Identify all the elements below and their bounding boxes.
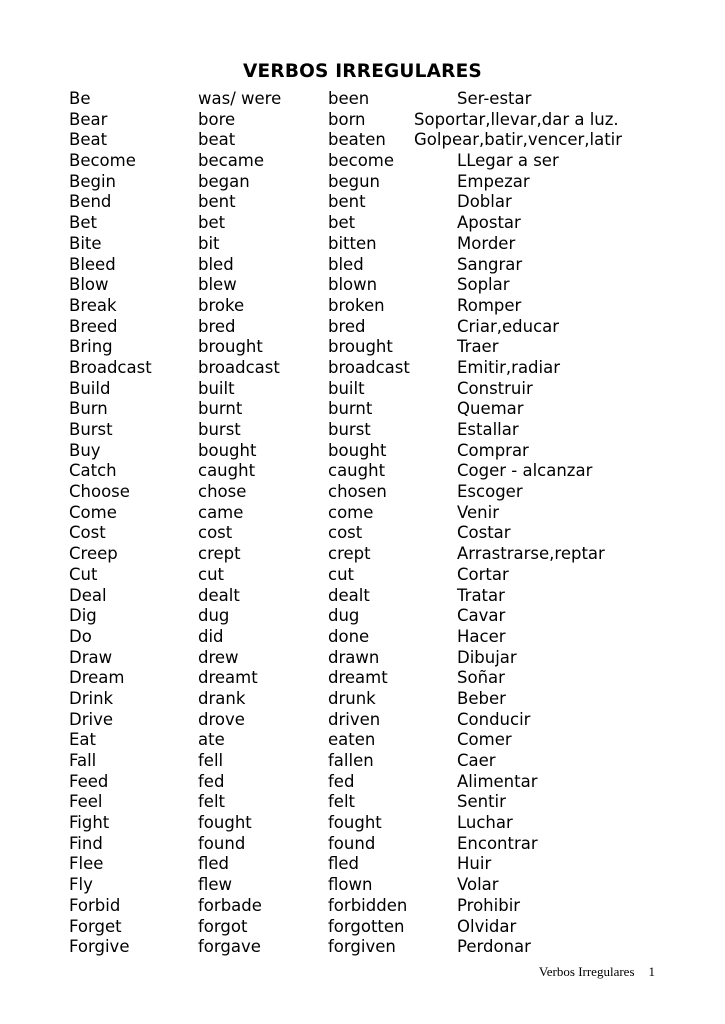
- verb-past: fought: [198, 813, 252, 833]
- verb-infinitive: Burst: [69, 420, 113, 439]
- table-row: [0, 523, 725, 544]
- verb-translation: Coger - alcanzar: [457, 461, 593, 481]
- verb-participle: forgotten: [328, 916, 405, 936]
- verb-participle: cost: [328, 523, 363, 543]
- verb-infinitive: Do: [69, 626, 92, 646]
- verb-translation: Sentir: [457, 792, 506, 812]
- verb-past: forgot: [198, 916, 248, 936]
- verb-infinitive: Burn: [69, 399, 108, 419]
- verb-participle: bred: [328, 316, 366, 336]
- verb-translation: Alimentar: [457, 771, 538, 791]
- verb-participle: dreamt: [328, 668, 388, 688]
- table-row: [0, 544, 725, 565]
- verb-infinitive: Deal: [69, 585, 107, 605]
- verb-infinitive: Become: [69, 151, 136, 171]
- verb-past: began: [198, 171, 250, 191]
- verb-translation: Tratar: [457, 585, 505, 605]
- verb-infinitive: Forget: [69, 916, 122, 936]
- verb-infinitive: Breed: [69, 316, 118, 336]
- table-row: [0, 420, 725, 441]
- verb-past: chose: [198, 482, 247, 502]
- verb-past: forbade: [198, 895, 262, 915]
- table-row: [0, 337, 725, 358]
- verb-past: felt: [198, 792, 226, 812]
- verb-translation: Cortar: [457, 564, 509, 584]
- page-number: 1: [648, 964, 655, 979]
- verb-participle: dug: [328, 606, 360, 626]
- verb-infinitive: Find: [69, 833, 103, 853]
- verb-past: dreamt: [198, 668, 258, 688]
- table-row: [0, 875, 725, 896]
- verb-past: drove: [198, 709, 245, 729]
- verb-participle: burnt: [328, 399, 373, 419]
- verb-infinitive: Bend: [69, 192, 112, 212]
- verb-translation: Comprar: [457, 440, 529, 460]
- verb-infinitive: Bring: [69, 337, 113, 357]
- verb-past: flew: [198, 875, 233, 895]
- verb-infinitive: Bleed: [69, 254, 116, 274]
- table-row: [0, 813, 725, 834]
- verb-translation: Venir: [457, 502, 499, 522]
- verb-participle: fallen: [328, 751, 374, 770]
- verb-participle: built: [328, 378, 365, 398]
- verb-infinitive: Beat: [69, 130, 108, 150]
- verb-translation: Escoger: [457, 482, 523, 502]
- verb-translation: Volar: [457, 875, 499, 895]
- verb-participle: come: [328, 502, 374, 522]
- verb-participle: bitten: [328, 233, 377, 253]
- verb-participle: crept: [328, 544, 371, 564]
- table-row: [0, 89, 725, 110]
- verb-past: burnt: [198, 399, 243, 419]
- verb-infinitive: Forbid: [69, 895, 121, 915]
- verb-translation: Huir: [457, 854, 492, 874]
- verb-past: burst: [198, 420, 241, 439]
- verb-past: beat: [198, 130, 236, 150]
- verb-translation: Quemar: [457, 399, 524, 419]
- verb-past: came: [198, 502, 244, 522]
- verb-participle: dealt: [328, 585, 370, 605]
- table-row: [0, 358, 725, 379]
- table-row: [0, 586, 725, 607]
- verb-infinitive: Come: [69, 502, 117, 522]
- verb-infinitive: Eat: [69, 730, 97, 750]
- verb-participle: caught: [328, 461, 386, 481]
- table-row: [0, 917, 725, 938]
- verb-translation: Romper: [457, 295, 522, 315]
- verb-translation: Conducir: [457, 709, 531, 729]
- verb-participle: broadcast: [328, 357, 410, 377]
- verb-past: bred: [198, 316, 236, 336]
- verb-past: forgave: [198, 937, 261, 957]
- verb-past: became: [198, 151, 265, 171]
- verb-infinitive: Begin: [69, 171, 116, 191]
- verb-past: did: [198, 626, 224, 646]
- verb-past: fell: [198, 751, 224, 770]
- verb-infinitive: Broadcast: [69, 357, 152, 377]
- verb-translation: Arrastrarse,reptar: [457, 544, 605, 564]
- verb-participle: flown: [328, 875, 373, 895]
- table-row: [0, 627, 725, 648]
- verb-infinitive: Flee: [69, 854, 104, 874]
- verb-participle: forbidden: [328, 895, 408, 915]
- verb-infinitive: Cut: [69, 564, 98, 584]
- verb-participle: bought: [328, 440, 387, 460]
- verb-past: bit: [198, 233, 220, 253]
- verb-translation: Prohibir: [457, 895, 521, 915]
- table-row: [0, 565, 725, 586]
- verb-infinitive: Feed: [69, 771, 109, 791]
- verb-participle: fled: [328, 854, 360, 874]
- verb-infinitive: Creep: [69, 544, 118, 564]
- verb-past: fed: [198, 771, 225, 791]
- verb-past: bore: [198, 109, 236, 129]
- table-row: [0, 441, 725, 462]
- table-row: [0, 296, 725, 317]
- verb-translation: Hacer: [457, 626, 506, 646]
- table-row: [0, 399, 725, 420]
- verb-participle: burst: [328, 420, 371, 439]
- table-row: [0, 668, 725, 689]
- verb-past: drew: [198, 647, 239, 667]
- verb-participle: done: [328, 626, 370, 646]
- verb-infinitive: Break: [69, 295, 117, 315]
- verb-participle: been: [328, 89, 370, 108]
- table-row: [0, 213, 725, 234]
- table-row: [0, 151, 725, 172]
- verb-translation: Cavar: [457, 606, 506, 626]
- verb-past: bet: [198, 213, 226, 233]
- verb-infinitive: Bet: [69, 213, 97, 233]
- verb-translation: Empezar: [457, 171, 530, 191]
- verb-participle: born: [328, 109, 366, 129]
- verb-translation: Doblar: [457, 192, 512, 212]
- verb-participle: driven: [328, 709, 381, 729]
- verb-past: ate: [198, 730, 225, 750]
- verb-participle: drawn: [328, 647, 380, 667]
- table-row: [0, 772, 725, 793]
- verb-infinitive: Catch: [69, 461, 117, 481]
- verb-past: brought: [198, 337, 263, 357]
- table-row: [0, 503, 725, 524]
- page-title: VERBOS IRREGULARES: [243, 61, 482, 82]
- verb-translation: Estallar: [457, 420, 519, 439]
- verb-translation: Soplar: [457, 275, 510, 295]
- page-footer: [539, 963, 655, 981]
- verb-translation: Construir: [457, 378, 533, 398]
- verb-past: cut: [198, 564, 224, 584]
- verb-translation: Comer: [457, 730, 512, 750]
- table-row: [0, 461, 725, 482]
- table-row: [0, 730, 725, 751]
- verb-translation: Emitir,radiar: [457, 357, 561, 377]
- verb-participle: found: [328, 833, 376, 853]
- verb-infinitive: Buy: [69, 440, 101, 460]
- verb-translation: Costar: [457, 523, 511, 543]
- verb-participle: fought: [328, 813, 382, 833]
- verb-translation: Olvidar: [457, 916, 517, 936]
- table-row: [0, 854, 725, 875]
- verb-infinitive: Dream: [69, 668, 125, 688]
- verb-infinitive: Dig: [69, 606, 97, 626]
- verb-infinitive: Blow: [69, 275, 109, 295]
- table-row: [0, 275, 725, 296]
- table-row: [0, 379, 725, 400]
- verb-past: bent: [198, 192, 236, 212]
- verb-participle: broken: [328, 295, 385, 315]
- table-row: [0, 606, 725, 627]
- verb-participle: begun: [328, 171, 381, 191]
- verb-translation: Traer: [457, 337, 499, 357]
- verb-past: dug: [198, 606, 230, 626]
- table-row: [0, 792, 725, 813]
- verb-past: blew: [198, 275, 237, 295]
- table-row: [0, 751, 725, 772]
- verb-translation: Morder: [457, 233, 516, 253]
- verb-participle: bet: [328, 213, 356, 233]
- table-row: [0, 172, 725, 193]
- verb-past: bought: [198, 440, 257, 460]
- verb-translation: Soportar,llevar,dar a luz.: [414, 109, 619, 129]
- verb-past: fled: [198, 854, 230, 874]
- verb-participle: forgiven: [328, 937, 396, 957]
- verb-participle: beaten: [328, 130, 386, 150]
- verb-translation: Criar,educar: [457, 316, 560, 336]
- verb-infinitive: Drink: [69, 688, 114, 708]
- verb-infinitive: Draw: [69, 647, 113, 667]
- verb-infinitive: Cost: [69, 523, 106, 543]
- verb-participle: felt: [328, 792, 356, 812]
- table-row: [0, 234, 725, 255]
- table-row: [0, 255, 725, 276]
- verb-infinitive: Drive: [69, 709, 113, 729]
- verb-past: was/ were: [198, 89, 282, 108]
- verb-participle: bent: [328, 192, 366, 212]
- footer-label: Verbos Irregulares: [538, 964, 635, 979]
- table-row: [0, 834, 725, 855]
- verb-past: found: [198, 833, 246, 853]
- verb-infinitive: Fight: [69, 813, 110, 833]
- verb-infinitive: Bear: [69, 109, 108, 129]
- verb-participle: brought: [328, 337, 393, 357]
- verb-translation: Ser-estar: [457, 89, 532, 108]
- verb-past: bled: [198, 254, 234, 274]
- verb-infinitive: Fall: [69, 751, 97, 770]
- table-row: [0, 648, 725, 669]
- verb-translation: Beber: [457, 688, 506, 708]
- verb-translation: Apostar: [457, 213, 521, 233]
- verb-translation: LLegar a ser: [457, 151, 559, 171]
- table-row: [0, 110, 725, 131]
- table-row: [0, 130, 725, 151]
- verb-translation: Sangrar: [457, 254, 523, 274]
- table-row: [0, 317, 725, 338]
- verb-past: cost: [198, 523, 233, 543]
- verb-translation: Soñar: [457, 668, 505, 688]
- verb-past: broke: [198, 295, 245, 315]
- verb-translation: Caer: [457, 751, 496, 770]
- verb-past: broadcast: [198, 357, 280, 377]
- verb-infinitive: Bite: [69, 233, 102, 253]
- verb-participle: cut: [328, 564, 354, 584]
- verb-participle: drunk: [328, 688, 376, 708]
- verb-translation: Luchar: [457, 813, 513, 833]
- verb-participle: become: [328, 151, 395, 171]
- table-row: [0, 896, 725, 917]
- table-row: [0, 192, 725, 213]
- table-row: [0, 689, 725, 710]
- verb-participle: bled: [328, 254, 364, 274]
- verb-past: drank: [198, 688, 246, 708]
- verb-infinitive: Build: [69, 378, 111, 398]
- verb-past: crept: [198, 544, 241, 564]
- verb-translation: Golpear,batir,vencer,latir: [414, 130, 623, 150]
- verb-infinitive: Fly: [69, 875, 93, 895]
- verb-participle: blown: [328, 275, 378, 295]
- verb-past: dealt: [198, 585, 240, 605]
- verb-infinitive: Be: [69, 89, 91, 108]
- verb-past: built: [198, 378, 235, 398]
- verb-participle: fed: [328, 771, 355, 791]
- verb-translation: Perdonar: [457, 937, 531, 957]
- verb-translation: Encontrar: [457, 833, 538, 853]
- table-row: [0, 710, 725, 731]
- verb-translation: Dibujar: [457, 647, 517, 667]
- verb-infinitive: Choose: [69, 482, 130, 502]
- verb-infinitive: Feel: [69, 792, 103, 812]
- verb-participle: chosen: [328, 482, 387, 502]
- verb-participle: eaten: [328, 730, 376, 750]
- table-row: [0, 482, 725, 503]
- verb-past: caught: [198, 461, 256, 481]
- verb-infinitive: Forgive: [69, 937, 130, 957]
- table-row: [0, 937, 725, 958]
- verb-table: [0, 89, 725, 958]
